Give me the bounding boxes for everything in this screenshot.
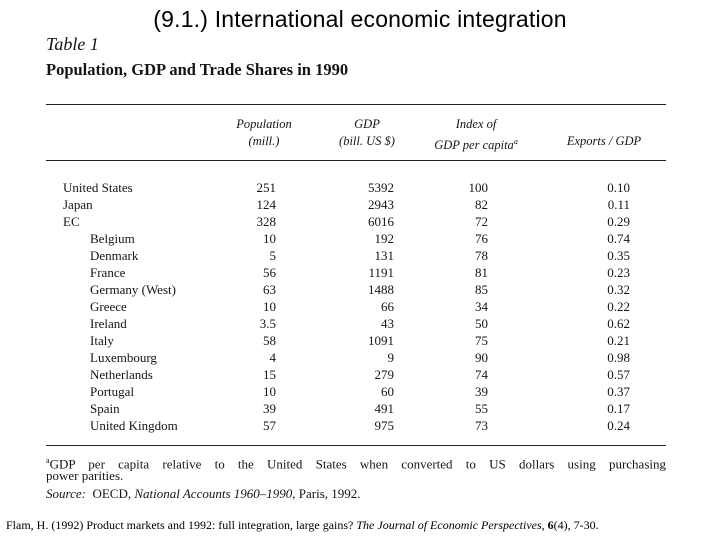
index-cell: 90	[475, 350, 488, 365]
exports-cell: 0.10	[607, 180, 630, 195]
table-row	[0, 333, 720, 350]
top-rule	[46, 104, 666, 105]
header-rule	[46, 160, 666, 161]
exports-cell: 0.24	[607, 418, 630, 433]
header-index: Index of GDP per capita$^a$	[434, 117, 518, 153]
gdp-cell: 975	[374, 418, 394, 433]
exports-cell: 0.62	[607, 316, 630, 331]
exports-cell: 0.37	[607, 384, 630, 399]
gdp-cell: 1191	[368, 265, 394, 280]
exports-cell: 0.35	[607, 248, 630, 263]
index-cell: 76	[475, 231, 488, 246]
gdp-cell: 66	[381, 299, 394, 314]
gdp-cell: 43	[381, 316, 394, 331]
index-cell: 39	[475, 384, 488, 399]
exports-cell: 0.21	[607, 333, 630, 348]
index-cell: 50	[475, 316, 488, 331]
population-cell: 10	[263, 231, 276, 246]
exports-cell: 0.23	[607, 265, 630, 280]
population-cell: 328	[256, 214, 276, 229]
country-cell: Spain	[90, 401, 120, 416]
population-cell: 57	[263, 418, 276, 433]
header-population: Population (mill.)	[236, 117, 292, 148]
table-label: Table 1	[46, 34, 99, 54]
index-cell: 81	[475, 265, 488, 280]
country-cell: Greece	[90, 299, 127, 314]
table-row	[0, 418, 720, 435]
header-gdp: GDP (bill. US $)	[339, 117, 395, 148]
exports-cell: 0.22	[607, 299, 630, 314]
country-cell: France	[90, 265, 126, 280]
country-cell: Italy	[90, 333, 114, 348]
slide-title: (9.1.) International economic integration	[153, 6, 567, 32]
country-cell: Luxembourg	[90, 350, 157, 365]
country-cell: Denmark	[90, 248, 139, 263]
population-cell: 4	[269, 350, 276, 365]
gdp-cell: 192	[374, 231, 394, 246]
population-cell: 56	[263, 265, 276, 280]
exports-cell: 0.11	[607, 197, 630, 212]
population-cell: 124	[256, 197, 276, 212]
gdp-cell: 9	[387, 350, 394, 365]
index-cell: 73	[475, 418, 488, 433]
population-cell: 5	[269, 248, 276, 263]
country-cell: Belgium	[90, 231, 135, 246]
country-cell: United Kingdom	[90, 418, 178, 433]
population-cell: 251	[256, 180, 276, 195]
country-cell: Germany (West)	[90, 282, 176, 297]
table-row	[0, 197, 720, 214]
index-cell: 78	[475, 248, 488, 263]
gdp-cell: 131	[374, 248, 394, 263]
table-row	[0, 265, 720, 282]
table-row	[0, 231, 720, 248]
population-cell: 3.5	[259, 316, 276, 331]
exports-cell: 0.74	[607, 231, 630, 246]
exports-cell: 0.32	[607, 282, 630, 297]
exports-cell: 0.29	[607, 214, 630, 229]
table-row	[0, 248, 720, 265]
index-cell: 74	[475, 367, 488, 382]
exports-cell: 0.57	[607, 367, 630, 382]
table-row	[0, 214, 720, 231]
exports-cell: 0.17	[607, 401, 630, 416]
population-cell: 63	[263, 282, 276, 297]
index-cell: 55	[475, 401, 488, 416]
footnote-continued: power parities.	[46, 468, 124, 483]
gdp-cell: 1091	[368, 333, 394, 348]
gdp-cell: 1488	[368, 282, 394, 297]
population-cell: 58	[263, 333, 276, 348]
country-cell: United States	[63, 180, 133, 195]
table-row	[0, 316, 720, 333]
index-cell: 100	[468, 180, 488, 195]
population-cell: 15	[263, 367, 276, 382]
index-cell: 82	[475, 197, 488, 212]
gdp-cell: 2943	[368, 197, 394, 212]
table-row	[0, 384, 720, 401]
gdp-cell: 5392	[368, 180, 394, 195]
gdp-cell: 6016	[368, 214, 394, 229]
footnote: $^a$GDP per capita relative to the United States when converted to US dollars using purchasing	[46, 456, 666, 472]
gdp-cell: 279	[374, 367, 394, 382]
table-row	[0, 180, 720, 197]
country-cell: EC	[63, 214, 80, 229]
citation: Flam, H. (1992) Product markets and 1992: full integration, large gains? The Journal of Economic Perspectives, 6(4), 7-30.	[6, 518, 599, 532]
gdp-cell: 491	[374, 401, 394, 416]
exports-cell: 0.98	[607, 350, 630, 365]
index-cell: 75	[475, 333, 488, 348]
country-cell: Netherlands	[90, 367, 153, 382]
table-title: Population, GDP and Trade Shares in 1990	[46, 60, 349, 79]
table-row	[0, 350, 720, 367]
table-row	[0, 401, 720, 418]
source-line: Source: OECD, National Accounts 1960–1990, Paris, 1992.	[46, 486, 361, 501]
population-cell: 10	[263, 384, 276, 399]
country-cell: Japan	[63, 197, 93, 212]
table-row	[0, 282, 720, 299]
country-cell: Ireland	[90, 316, 127, 331]
country-cell: Portugal	[90, 384, 135, 399]
population-cell: 10	[263, 299, 276, 314]
index-cell: 72	[475, 214, 488, 229]
population-cell: 39	[263, 401, 276, 416]
table-row	[0, 299, 720, 316]
header-exports: Exports / GDP	[566, 134, 642, 148]
table-row	[0, 367, 720, 384]
gdp-cell: 60	[381, 384, 394, 399]
index-cell: 34	[475, 299, 488, 314]
bottom-rule	[46, 445, 666, 446]
index-cell: 85	[475, 282, 488, 297]
